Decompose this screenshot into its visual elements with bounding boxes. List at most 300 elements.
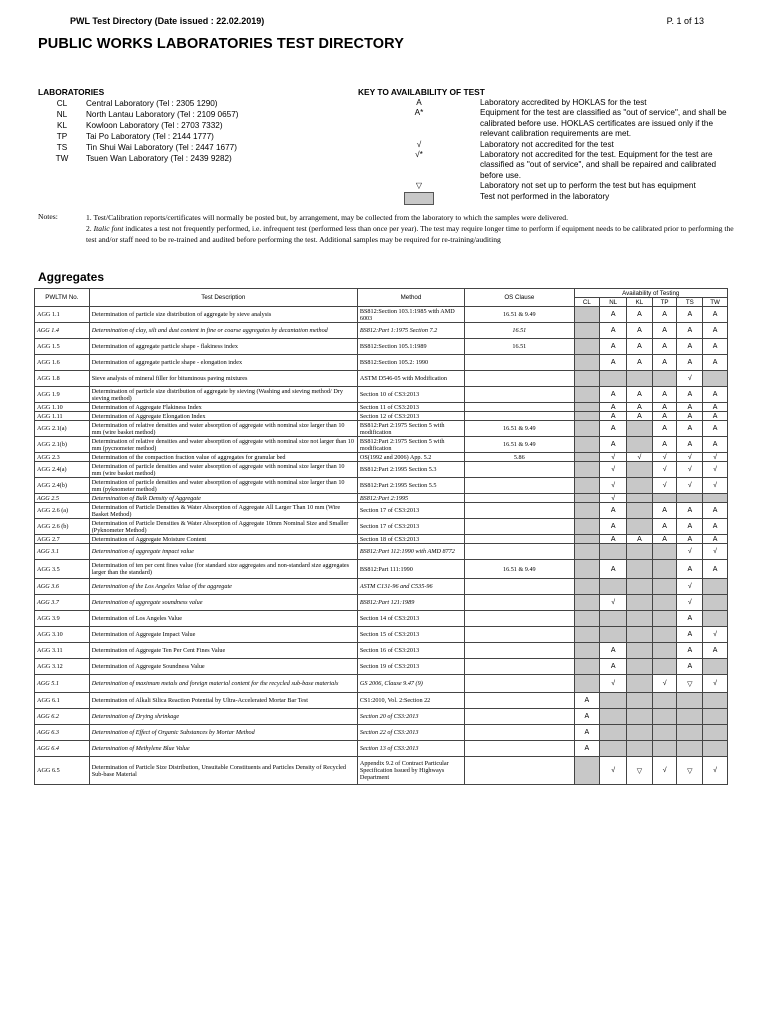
- key-heading: KEY TO AVAILABILITY OF TEST: [358, 87, 485, 97]
- os-clause: [465, 595, 574, 611]
- availability-tp: A: [652, 339, 677, 355]
- lab-name: Tsuen Wan Laboratory (Tel : 2439 9282): [86, 154, 232, 163]
- test-number: AGG 3.6: [35, 579, 90, 595]
- availability-ts: A: [677, 387, 703, 403]
- test-method: BS812:Section 105.2: 1990: [357, 355, 464, 371]
- availability-kl: [627, 462, 653, 478]
- availability-kl: [627, 437, 653, 453]
- availability-ts: ▽: [677, 675, 703, 693]
- test-number: AGG 3.10: [35, 627, 90, 643]
- os-clause: [465, 412, 574, 421]
- test-method: ASTM D546-05 with Modification: [357, 371, 464, 387]
- availability-tp: A: [652, 355, 677, 371]
- test-method: Section 10 of CS3:2013: [357, 387, 464, 403]
- availability-nl: A: [600, 519, 627, 535]
- availability-cl: [574, 579, 600, 595]
- page-number: P. 1 of 13: [666, 16, 704, 26]
- availability-ts: A: [677, 519, 703, 535]
- test-method: Section 17 of CS3:2013: [357, 519, 464, 535]
- test-description: Determination of Methylene Blue Value: [89, 741, 357, 757]
- availability-nl: √: [600, 478, 627, 494]
- os-clause: 16.51 & 9.49: [465, 307, 574, 323]
- availability-tw: A: [703, 339, 728, 355]
- os-clause: [465, 757, 574, 785]
- availability-tp: A: [652, 437, 677, 453]
- os-clause: [465, 535, 574, 544]
- availability-ts: A: [677, 421, 703, 437]
- availability-nl: [600, 693, 627, 709]
- availability-ts: A: [677, 307, 703, 323]
- availability-nl: A: [600, 387, 627, 403]
- table-row: [35, 421, 728, 437]
- availability-tp: A: [652, 519, 677, 535]
- col-pwltm: PWLTM No.: [35, 289, 90, 307]
- os-clause: 16.51 & 9.49: [465, 560, 574, 579]
- document-title: PUBLIC WORKS LABORATORIES TEST DIRECTORY: [38, 36, 404, 52]
- os-clause: [465, 725, 574, 741]
- availability-nl: A: [600, 421, 627, 437]
- availability-tp: [652, 659, 677, 675]
- availability-cl: [574, 462, 600, 478]
- test-description: Determination of particle size distribution of aggregate by sieving (Washing and sieving method/ Dry sieving method): [89, 387, 357, 403]
- availability-ts: A: [677, 659, 703, 675]
- test-method: BS812:Part 121:1989: [357, 595, 464, 611]
- availability-nl: A: [600, 503, 627, 519]
- availability-kl: [627, 519, 653, 535]
- test-number: AGG 2.6 (a): [35, 503, 90, 519]
- test-description: Determination of Los Angeles Value: [89, 611, 357, 627]
- table-row: [35, 519, 728, 535]
- test-number: AGG 1.1: [35, 307, 90, 323]
- availability-nl: A: [600, 643, 627, 659]
- availability-tp: [652, 643, 677, 659]
- availability-tp: √: [652, 453, 677, 462]
- availability-tp: √: [652, 478, 677, 494]
- test-method: Section 12 of CS3:2013: [357, 412, 464, 421]
- test-number: AGG 2.7: [35, 535, 90, 544]
- availability-cl: A: [574, 725, 600, 741]
- availability-tw: √: [703, 627, 728, 643]
- test-description: Determination of particle densities and water absorption of aggregate with nominal size larger than 10 mm (wire basket method): [89, 462, 357, 478]
- availability-cl: [574, 757, 600, 785]
- availability-tp: √: [652, 462, 677, 478]
- availability-nl: A: [600, 323, 627, 339]
- availability-tw: A: [703, 437, 728, 453]
- os-clause: [465, 371, 574, 387]
- availability-cl: [574, 403, 600, 412]
- availability-tw: A: [703, 421, 728, 437]
- availability-tw: A: [703, 643, 728, 659]
- availability-kl: [627, 579, 653, 595]
- availability-kl: [627, 741, 653, 757]
- availability-tw: A: [703, 307, 728, 323]
- availability-kl: [627, 693, 653, 709]
- availability-nl: A: [600, 437, 627, 453]
- key-item: [358, 140, 730, 150]
- availability-ts: A: [677, 611, 703, 627]
- table-row: [35, 462, 728, 478]
- key-description: Laboratory not accredited for the test. Equipment for the test are classified as "out of service", and shall be repaired and calibrated before use.: [480, 150, 717, 180]
- availability-nl: [600, 579, 627, 595]
- test-method: BS812:Section 103.1:1985 with AMD 6003: [357, 307, 464, 323]
- grey-shade-swatch: [404, 192, 434, 205]
- test-description: Determination of maximum metals and foreign material content for the recycled sub-base materials: [89, 675, 357, 693]
- lab-code: TW: [55, 154, 69, 163]
- table-row: [35, 403, 728, 412]
- availability-ts: A: [677, 643, 703, 659]
- availability-cl: [574, 544, 600, 560]
- availability-nl: A: [600, 560, 627, 579]
- os-clause: [465, 643, 574, 659]
- availability-cl: [574, 323, 600, 339]
- test-method: CS1:2010, Vol. 2:Section 22: [357, 693, 464, 709]
- key-symbol: A: [416, 98, 422, 107]
- table-row: [35, 643, 728, 659]
- test-description: Determination of the Los Angeles Value of the aggregate: [89, 579, 357, 595]
- lab-item: [38, 153, 338, 164]
- availability-key: [358, 87, 730, 205]
- table-row: [35, 675, 728, 693]
- test-number: AGG 2.4(b): [35, 478, 90, 494]
- test-description: Determination of Drying shrinkage: [89, 709, 357, 725]
- availability-tw: A: [703, 387, 728, 403]
- test-method: Section 20 of CS3:2013: [357, 709, 464, 725]
- availability-tw: A: [703, 355, 728, 371]
- availability-tp: A: [652, 421, 677, 437]
- availability-kl: [627, 611, 653, 627]
- os-clause: [465, 741, 574, 757]
- availability-tp: [652, 709, 677, 725]
- test-number: AGG 2.4(a): [35, 462, 90, 478]
- note-1: 1. Test/Calibration reports/certificates will normally be posted but, by arrangement, may be collected from the laboratory to which the samples were delivered.: [86, 213, 569, 222]
- test-method: BS812:Section 105.1:1989: [357, 339, 464, 355]
- test-number: AGG 3.9: [35, 611, 90, 627]
- availability-cl: [574, 503, 600, 519]
- section-title: Aggregates: [38, 270, 105, 284]
- key-symbol: ▽: [415, 181, 423, 191]
- availability-kl: A: [627, 535, 653, 544]
- availability-tw: A: [703, 412, 728, 421]
- availability-ts: √: [677, 544, 703, 560]
- table-row: [35, 387, 728, 403]
- availability-tw: A: [703, 403, 728, 412]
- availability-tp: A: [652, 535, 677, 544]
- availability-tp: A: [652, 503, 677, 519]
- test-description: Sieve analysis of mineral filler for bituminous paving mixtures: [89, 371, 357, 387]
- availability-ts: √: [677, 579, 703, 595]
- test-method: Section 15 of CS3:2013: [357, 627, 464, 643]
- directory-label: PWL Test Directory (Date issued : 22.02.2019): [70, 16, 265, 26]
- availability-nl: √: [600, 675, 627, 693]
- lab-name: Tin Shui Wai Laboratory (Tel : 2447 1677): [86, 143, 237, 152]
- availability-ts: A: [677, 437, 703, 453]
- availability-kl: A: [627, 355, 653, 371]
- table-row: [35, 453, 728, 462]
- availability-tp: A: [652, 412, 677, 421]
- col-method: Method: [357, 289, 464, 307]
- lab-name: Kowloon Laboratory (Tel : 2703 7332): [86, 121, 223, 130]
- test-number: AGG 2.1(b): [35, 437, 90, 453]
- test-description: Determination of Alkali Silica Reaction Potential by Ultra-Accelerated Mortar Bar Test: [89, 693, 357, 709]
- key-item: [358, 150, 730, 181]
- availability-kl: [627, 595, 653, 611]
- availability-kl: A: [627, 387, 653, 403]
- availability-ts: A: [677, 323, 703, 339]
- table-row: [35, 627, 728, 643]
- availability-nl: A: [600, 403, 627, 412]
- test-number: AGG 1.4: [35, 323, 90, 339]
- key-symbol: √*: [415, 150, 423, 160]
- os-clause: 5.86: [465, 453, 574, 462]
- availability-ts: A: [677, 412, 703, 421]
- test-number: AGG 3.1: [35, 544, 90, 560]
- os-clause: [465, 675, 574, 693]
- test-method: ASTM C131-96 and C535-96: [357, 579, 464, 595]
- availability-tw: A: [703, 535, 728, 544]
- laboratories-list: [38, 87, 338, 164]
- test-number: AGG 6.2: [35, 709, 90, 725]
- table-row: [35, 503, 728, 519]
- os-clause: [465, 611, 574, 627]
- availability-cl: [574, 421, 600, 437]
- lab-item: [38, 142, 338, 153]
- os-clause: [465, 478, 574, 494]
- availability-kl: [627, 725, 653, 741]
- key-symbol: A*: [414, 108, 424, 118]
- availability-cl: [574, 412, 600, 421]
- test-description: Determination of ten per cent fines value (for standard size aggregates and non-standard size aggregates larger than the standard): [89, 560, 357, 579]
- availability-tw: [703, 595, 728, 611]
- test-method: OS(1992 and 2006) App. 5.2: [357, 453, 464, 462]
- availability-tw: A: [703, 560, 728, 579]
- col-description: Test Description: [89, 289, 357, 307]
- aggregates-table: [34, 288, 728, 785]
- availability-kl: A: [627, 403, 653, 412]
- test-method: Section 17 of CS3:2013: [357, 503, 464, 519]
- key-symbol: [358, 192, 480, 205]
- note-2-italic: Italic font: [93, 224, 124, 233]
- availability-cl: [574, 560, 600, 579]
- test-number: AGG 6.1: [35, 693, 90, 709]
- laboratories-heading: LABORATORIES: [38, 87, 105, 97]
- availability-nl: √: [600, 453, 627, 462]
- table-row: [35, 437, 728, 453]
- test-description: Determination of Aggregate Moisture Content: [89, 535, 357, 544]
- availability-kl: [627, 544, 653, 560]
- key-item: [358, 98, 730, 108]
- test-method: Section 14 of CS3:2013: [357, 611, 464, 627]
- os-clause: [465, 503, 574, 519]
- os-clause: 16.51: [465, 323, 574, 339]
- availability-cl: [574, 595, 600, 611]
- table-row: [35, 307, 728, 323]
- availability-tp: √: [652, 675, 677, 693]
- test-method: BS812:Part 111:1990: [357, 560, 464, 579]
- availability-kl: [627, 709, 653, 725]
- key-item: [358, 192, 730, 205]
- availability-nl: √: [600, 462, 627, 478]
- test-description: Determination of relative densities and water absorption of aggregate with nominal size not larger than 10 mm (pycnometer method): [89, 437, 357, 453]
- availability-tw: [703, 579, 728, 595]
- lab-item: [38, 109, 338, 120]
- availability-kl: √: [627, 453, 653, 462]
- availability-ts: A: [677, 355, 703, 371]
- availability-kl: [627, 503, 653, 519]
- availability-kl: A: [627, 339, 653, 355]
- availability-cl: [574, 453, 600, 462]
- os-clause: [465, 709, 574, 725]
- test-number: AGG 1.10: [35, 403, 90, 412]
- availability-ts: √: [677, 371, 703, 387]
- test-description: Determination of clay, silt and dust content in fine or coarse aggregates by decantation method: [89, 323, 357, 339]
- os-clause: [465, 494, 574, 503]
- os-clause: 16.51: [465, 339, 574, 355]
- availability-nl: √: [600, 595, 627, 611]
- availability-tw: [703, 693, 728, 709]
- availability-tp: A: [652, 323, 677, 339]
- availability-ts: A: [677, 503, 703, 519]
- availability-nl: [600, 725, 627, 741]
- availability-cl: [574, 659, 600, 675]
- test-method: GS 2006, Clause 9.47 (9): [357, 675, 464, 693]
- availability-kl: [627, 494, 653, 503]
- availability-tw: [703, 611, 728, 627]
- availability-cl: [574, 307, 600, 323]
- availability-nl: [600, 371, 627, 387]
- table-row: [35, 355, 728, 371]
- table-row: [35, 323, 728, 339]
- test-method: Section 18 of CS3:2013: [357, 535, 464, 544]
- availability-nl: [600, 611, 627, 627]
- test-number: AGG 6.4: [35, 741, 90, 757]
- availability-kl: [627, 421, 653, 437]
- availability-ts: [677, 725, 703, 741]
- table-row: [35, 725, 728, 741]
- os-clause: [465, 519, 574, 535]
- os-clause: [465, 693, 574, 709]
- table-row: [35, 494, 728, 503]
- availability-kl: [627, 659, 653, 675]
- page-header: [70, 16, 704, 30]
- os-clause: 16.51 & 9.49: [465, 421, 574, 437]
- table-row: [35, 478, 728, 494]
- col-lab-kl: KL: [627, 298, 653, 307]
- test-number: AGG 1.8: [35, 371, 90, 387]
- availability-cl: A: [574, 741, 600, 757]
- test-description: Determination of Effect of Organic Substances by Mortar Method: [89, 725, 357, 741]
- availability-ts: A: [677, 560, 703, 579]
- availability-tp: [652, 627, 677, 643]
- availability-ts: √: [677, 478, 703, 494]
- col-lab-nl: NL: [600, 298, 627, 307]
- availability-tp: [652, 611, 677, 627]
- availability-tp: [652, 371, 677, 387]
- col-availability: Availability of Testing: [574, 289, 727, 298]
- os-clause: [465, 579, 574, 595]
- lab-item: [38, 120, 338, 131]
- test-method: Section 22 of CS3:2013: [357, 725, 464, 741]
- availability-ts: √: [677, 453, 703, 462]
- table-row: [35, 544, 728, 560]
- availability-kl: [627, 560, 653, 579]
- availability-cl: [574, 339, 600, 355]
- test-description: Determination of the compaction fraction value of aggregates for granular bed: [89, 453, 357, 462]
- availability-cl: [574, 371, 600, 387]
- test-description: Determination of Particle Densities & Water Absorption of Aggregate All Larger Than 10 mm (Wire Basket Method): [89, 503, 357, 519]
- availability-tw: A: [703, 503, 728, 519]
- lab-code: KL: [56, 121, 67, 130]
- os-clause: [465, 355, 574, 371]
- availability-tw: √: [703, 544, 728, 560]
- availability-ts: [677, 741, 703, 757]
- test-number: AGG 6.5: [35, 757, 90, 785]
- test-description: Determination of Aggregate Soundness Value: [89, 659, 357, 675]
- test-number: AGG 1.5: [35, 339, 90, 355]
- test-number: AGG 3.12: [35, 659, 90, 675]
- test-description: Determination of relative densities and water absorption of aggregate with nominal size larger than 10 mm (wire basket method): [89, 421, 357, 437]
- availability-kl: [627, 643, 653, 659]
- table-row: [35, 371, 728, 387]
- os-clause: [465, 462, 574, 478]
- test-description: Determination of particle size distribution of aggregate by sieve analysis: [89, 307, 357, 323]
- os-clause: [465, 387, 574, 403]
- availability-nl: A: [600, 339, 627, 355]
- test-method: Section 13 of CS3:2013: [357, 741, 464, 757]
- lab-code: CL: [56, 99, 68, 108]
- test-description: Determination of aggregate impact value: [89, 544, 357, 560]
- test-method: BS812:Part 2:1975 Section 5 with modification: [357, 421, 464, 437]
- availability-nl: A: [600, 355, 627, 371]
- table-row: [35, 659, 728, 675]
- test-number: AGG 3.11: [35, 643, 90, 659]
- test-description: Determination of Particle Densities & Water Absorption of Aggregate 10mm Nominal Size and Smaller (Pyknometer Method): [89, 519, 357, 535]
- availability-ts: A: [677, 627, 703, 643]
- test-method: BS812:Part 2:1975 Section 5 with modification: [357, 437, 464, 453]
- col-lab-ts: TS: [677, 298, 703, 307]
- availability-cl: [574, 478, 600, 494]
- test-description: Determination of Aggregate Flakiness Index: [89, 403, 357, 412]
- availability-cl: [574, 643, 600, 659]
- test-number: AGG 5.1: [35, 675, 90, 693]
- availability-nl: [600, 544, 627, 560]
- availability-ts: √: [677, 462, 703, 478]
- availability-kl: A: [627, 307, 653, 323]
- availability-tp: A: [652, 387, 677, 403]
- availability-tw: √: [703, 675, 728, 693]
- availability-kl: ▽: [627, 757, 653, 785]
- availability-ts: A: [677, 403, 703, 412]
- test-method: BS812:Part 2:1995 Section 5.3: [357, 462, 464, 478]
- availability-cl: [574, 675, 600, 693]
- availability-cl: [574, 519, 600, 535]
- test-number: AGG 2.5: [35, 494, 90, 503]
- table-row: [35, 339, 728, 355]
- availability-cl: [574, 437, 600, 453]
- availability-cl: [574, 627, 600, 643]
- test-number: AGG 3.5: [35, 560, 90, 579]
- table-row: [35, 693, 728, 709]
- availability-tp: [652, 544, 677, 560]
- test-number: AGG 2.6 (b): [35, 519, 90, 535]
- key-description: Test not performed in the laboratory: [480, 191, 610, 201]
- availability-tw: √: [703, 757, 728, 785]
- availability-cl: [574, 355, 600, 371]
- key-item: [358, 181, 730, 191]
- test-method: BS812:Part 2:1995: [357, 494, 464, 503]
- table-row: [35, 412, 728, 421]
- availability-tp: [652, 725, 677, 741]
- availability-nl: √: [600, 494, 627, 503]
